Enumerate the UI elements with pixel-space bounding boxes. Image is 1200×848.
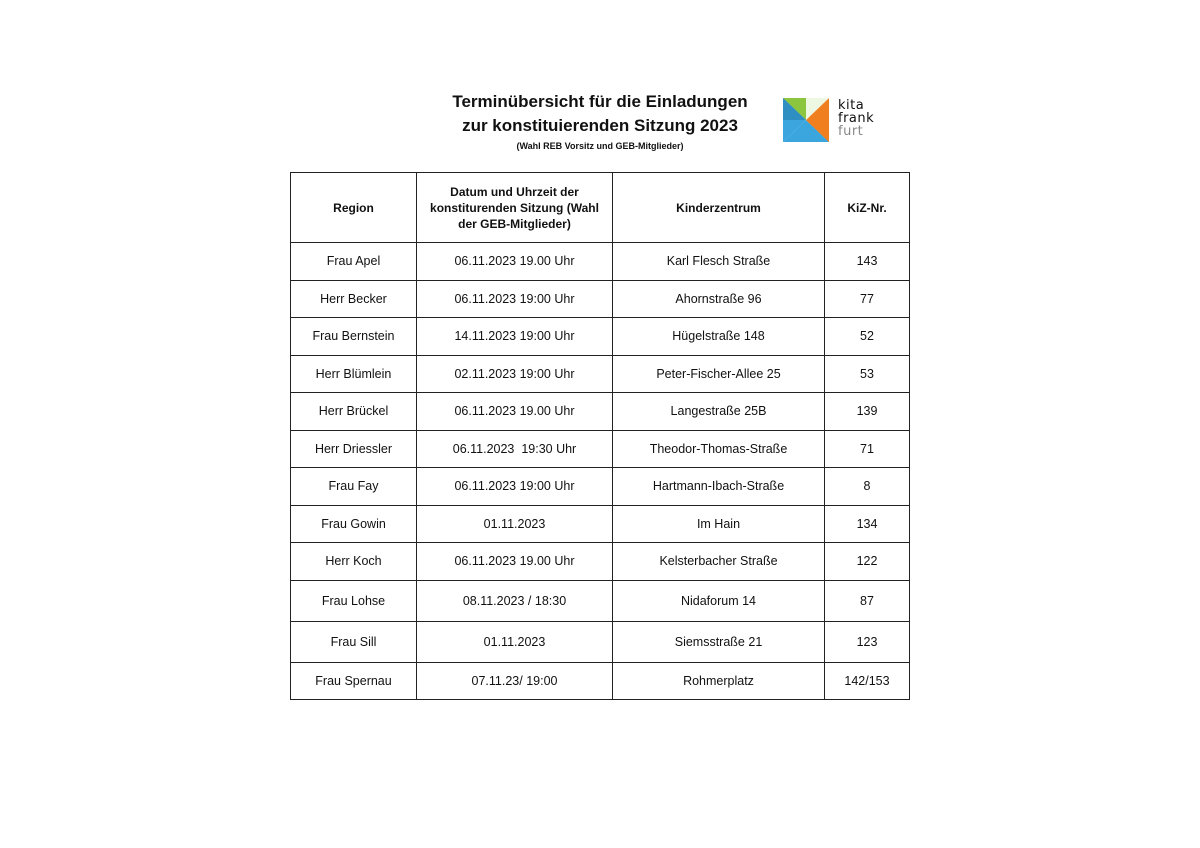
cell-kiz-nr: 71 bbox=[825, 430, 910, 468]
schedule-table bbox=[290, 172, 910, 700]
cell-kinderzentrum: Theodor-Thomas-Straße bbox=[613, 430, 825, 468]
cell-kiz-nr: 52 bbox=[825, 318, 910, 356]
cell-datum: 06.11.2023 19.00 Uhr bbox=[417, 243, 613, 281]
table-row bbox=[291, 355, 910, 393]
cell-region: Herr Brückel bbox=[291, 393, 417, 431]
cell-kinderzentrum: Peter-Fischer-Allee 25 bbox=[613, 355, 825, 393]
cell-region: Frau Lohse bbox=[291, 580, 417, 621]
table-row bbox=[291, 430, 910, 468]
cell-kinderzentrum: Kelsterbacher Straße bbox=[613, 543, 825, 581]
cell-datum: 01.11.2023 bbox=[417, 505, 613, 543]
cell-datum: 06.11.2023 19:00 Uhr bbox=[417, 468, 613, 506]
cell-datum: 07.11.23/ 19:00 bbox=[417, 662, 613, 700]
cell-datum: 01.11.2023 bbox=[417, 621, 613, 662]
cell-datum: 06.11.2023 19.00 Uhr bbox=[417, 543, 613, 581]
cell-kinderzentrum: Ahornstraße 96 bbox=[613, 280, 825, 318]
document-subtitle: (Wahl REB Vorsitz und GEB-Mitglieder) bbox=[516, 141, 684, 151]
table-row bbox=[291, 580, 910, 621]
logo-wordmark bbox=[838, 99, 874, 138]
table-row bbox=[291, 621, 910, 662]
table-row bbox=[291, 505, 910, 543]
cell-kiz-nr: 53 bbox=[825, 355, 910, 393]
table-row bbox=[291, 243, 910, 281]
document-title-line-1: Terminübersicht für die Einladungen bbox=[452, 92, 748, 111]
cell-region: Herr Koch bbox=[291, 543, 417, 581]
cell-kiz-nr: 134 bbox=[825, 505, 910, 543]
cell-kiz-nr: 123 bbox=[825, 621, 910, 662]
table-row bbox=[291, 280, 910, 318]
cell-kinderzentrum: Hügelstraße 148 bbox=[613, 318, 825, 356]
cell-region: Frau Fay bbox=[291, 468, 417, 506]
cell-kiz-nr: 8 bbox=[825, 468, 910, 506]
cell-kiz-nr: 87 bbox=[825, 580, 910, 621]
column-header-kinderzentrum: Kinderzentrum bbox=[613, 173, 825, 243]
logo-mark-icon bbox=[783, 98, 829, 142]
table-row bbox=[291, 543, 910, 581]
cell-region: Herr Driessler bbox=[291, 430, 417, 468]
cell-kinderzentrum: Im Hain bbox=[613, 505, 825, 543]
kita-frankfurt-logo bbox=[783, 98, 893, 142]
cell-datum: 06.11.2023 19:30 Uhr bbox=[417, 430, 613, 468]
cell-kiz-nr: 122 bbox=[825, 543, 910, 581]
table-header-row bbox=[291, 173, 910, 243]
column-header-region: Region bbox=[291, 173, 417, 243]
cell-datum: 02.11.2023 19:00 Uhr bbox=[417, 355, 613, 393]
cell-region: Herr Blümlein bbox=[291, 355, 417, 393]
cell-datum: 08.11.2023 / 18:30 bbox=[417, 580, 613, 621]
cell-kinderzentrum: Nidaforum 14 bbox=[613, 580, 825, 621]
cell-kinderzentrum: Karl Flesch Straße bbox=[613, 243, 825, 281]
cell-kinderzentrum: Siemsstraße 21 bbox=[613, 621, 825, 662]
table-row bbox=[291, 318, 910, 356]
cell-kinderzentrum: Hartmann-Ibach-Straße bbox=[613, 468, 825, 506]
document-title-line-2: zur konstituierenden Sitzung 2023 bbox=[462, 116, 738, 135]
column-header-datum: Datum und Uhrzeit der konstiturenden Sitzung (Wahl der GEB-Mitglieder) bbox=[417, 173, 613, 243]
cell-kiz-nr: 142/153 bbox=[825, 662, 910, 700]
table-row bbox=[291, 468, 910, 506]
document-header bbox=[420, 90, 780, 152]
column-header-kiz-nr: KiZ-Nr. bbox=[825, 173, 910, 243]
cell-kiz-nr: 139 bbox=[825, 393, 910, 431]
cell-region: Frau Apel bbox=[291, 243, 417, 281]
cell-datum: 06.11.2023 19:00 Uhr bbox=[417, 280, 613, 318]
cell-region: Frau Spernau bbox=[291, 662, 417, 700]
logo-line-1: kita bbox=[838, 98, 865, 113]
cell-kiz-nr: 143 bbox=[825, 243, 910, 281]
cell-region: Frau Gowin bbox=[291, 505, 417, 543]
logo-line-3: furt bbox=[838, 124, 864, 139]
cell-kinderzentrum: Langestraße 25B bbox=[613, 393, 825, 431]
table-row bbox=[291, 662, 910, 700]
cell-kiz-nr: 77 bbox=[825, 280, 910, 318]
table-row bbox=[291, 393, 910, 431]
cell-region: Frau Sill bbox=[291, 621, 417, 662]
cell-datum: 06.11.2023 19.00 Uhr bbox=[417, 393, 613, 431]
cell-region: Herr Becker bbox=[291, 280, 417, 318]
cell-region: Frau Bernstein bbox=[291, 318, 417, 356]
cell-datum: 14.11.2023 19:00 Uhr bbox=[417, 318, 613, 356]
cell-kinderzentrum: Rohmerplatz bbox=[613, 662, 825, 700]
logo-line-2: frank bbox=[838, 111, 875, 126]
